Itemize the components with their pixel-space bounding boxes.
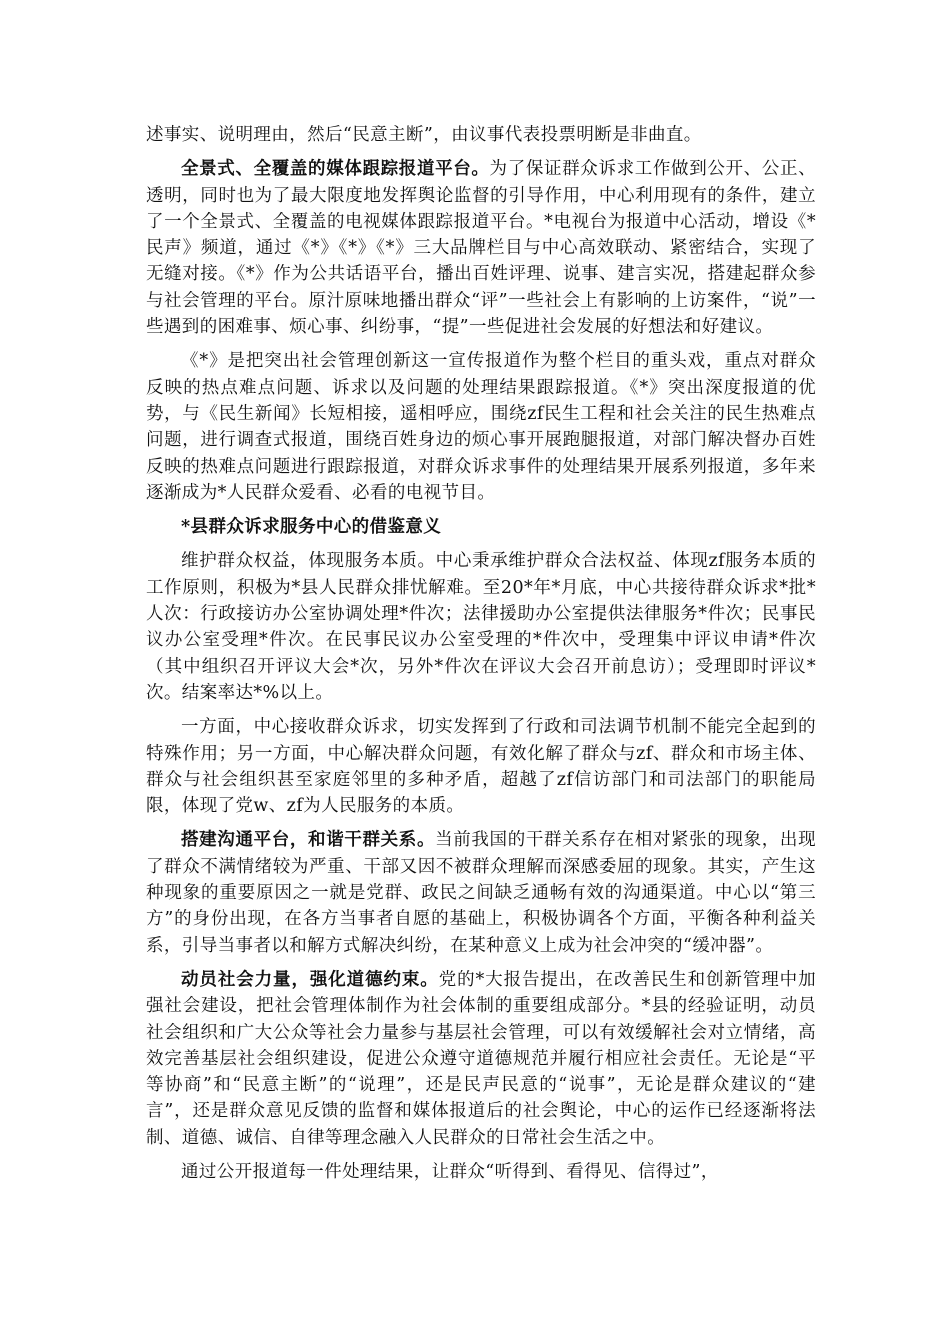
paragraph-8: [146, 1159, 816, 1185]
paragraph-text: 一方面，中心接收群众诉求，切实发挥到了行政和司法调节机制不能完全起到的特殊作用；另一方面，中心解决群众问题，有效化解了群众与zf、群众和市场主体、群众与社会组织甚至家庭邻里的多种矛盾，超越了zf信访部门和司法部门的职能局限，体现了党w、zf为人民服务的本质。: [146, 717, 816, 817]
paragraph-3: [146, 348, 816, 506]
paragraph-4: [146, 548, 816, 706]
paragraph-lead: 搭建沟通平台，和谐干群关系。: [181, 830, 436, 851]
paragraph-5: [146, 714, 816, 819]
paragraph-6: [146, 827, 816, 958]
paragraph-lead: 动员社会力量，强化道德约束。: [181, 969, 439, 990]
paragraph-1: [146, 122, 816, 148]
document-body: [146, 122, 816, 1193]
paragraph-text: 维护群众权益，体现服务本质。中心秉承维护群众合法权益、体现zf服务本质的工作原则，积极为*县人民群众排忧解难。至20*年*月底，中心共接待群众诉求*批*人次：行政接访办公室协调处理*件次；法律援助办公室提供法律服务*件次；民事民议办公室受理*件次。在民事民议办公室受理的*件次中，受理集中评议申请*件次（其中组织召开评议大会*次，另外*件次在评议大会召开前息访）；受理即时评议*次。结案率达*%以上。: [146, 551, 816, 703]
paragraph-2: [146, 156, 816, 340]
paragraph-text: 为了保证群众诉求工作做到公开、公正、透明，同时也为了最大限度地发挥舆论监督的引导作用，中心利用现有的条件，建立了一个全景式、全覆盖的电视媒体跟踪报道平台。*电视台为报道中心活动，增设《*民声》频道，通过《*》《*》《*》三大品牌栏目与中心高效联动、紧密结合，实现了无缝对接。《*》作为公共话语平台，播出百姓评理、说事、建言实况，搭建起群众参与社会管理的平台。原汁原味地播出群众“评”一些社会上有影响的上访案件，“说”一些遇到的困难事、烦心事、纠纷事，“提”一些促进社会发展的好想法和好建议。: [146, 159, 816, 338]
paragraph-7: [146, 967, 816, 1151]
section-heading: *县群众诉求服务中心的借鉴意义: [181, 517, 442, 538]
paragraph-text: 述事实、说明理由，然后“民意主断”，由议事代表投票明断是非曲直。: [146, 125, 702, 145]
paragraph-text: 党的*大报告提出，在改善民生和创新管理中加强社会建设，把社会管理体制作为社会体制的重要组成部分。*县的经验证明，动员社会组织和广大公众等社会力量参与基层社会管理，可以有效缓解社会对立情绪，高效完善基层社会组织建设，促进公众遵守道德规范并履行相应社会责任。无论是“平等协商”和“民意主断”的“说理”，还是民声民意的“说事”，无论是群众建议的“建言”，还是群众意见反馈的监督和媒体报道后的社会舆论，中心的运作已经逐渐将法制、道德、诚信、自律等理念融入人民群众的日常社会生活之中。: [146, 969, 816, 1148]
paragraph-lead: 全景式、全覆盖的媒体跟踪报道平台。: [181, 159, 490, 180]
paragraph-text: 通过公开报道每一件处理结果，让群众“听得到、看得见、信得过”，: [181, 1161, 719, 1182]
paragraph-text: 《*》是把突出社会管理创新这一宣传报道作为整个栏目的重头戏，重点对群众反映的热点难点问题、诉求以及问题的处理结果跟踪报道。《*》突出深度报道的优势，与《民生新闻》长短相接，遥相呼应，围绕zf民生工程和社会关注的民生热难点问题，进行调查式报道，围绕百姓身边的烦心事开展跑腿报道，对部门解决督办百姓反映的热难点问题进行跟踪报道，对群众诉求事件的处理结果开展系列报道，多年来逐渐成为*人民群众爱看、必看的电视节目。: [146, 351, 816, 503]
paragraph-text: 当前我国的干群关系存在相对紧张的现象，出现了群众不满情绪较为严重、干部又因不被群众理解而深感委屈的现象。其实，产生这种现象的重要原因之一就是党群、政民之间缺乏通畅有效的沟通渠道。中心以“第三方”的身份出现，在各方当事者自愿的基础上，积极协调各个方面，平衡各种利益关系，引导当事者以和解方式解决纠纷，在某种意义上成为社会冲突的“缓冲器”。: [146, 830, 816, 956]
